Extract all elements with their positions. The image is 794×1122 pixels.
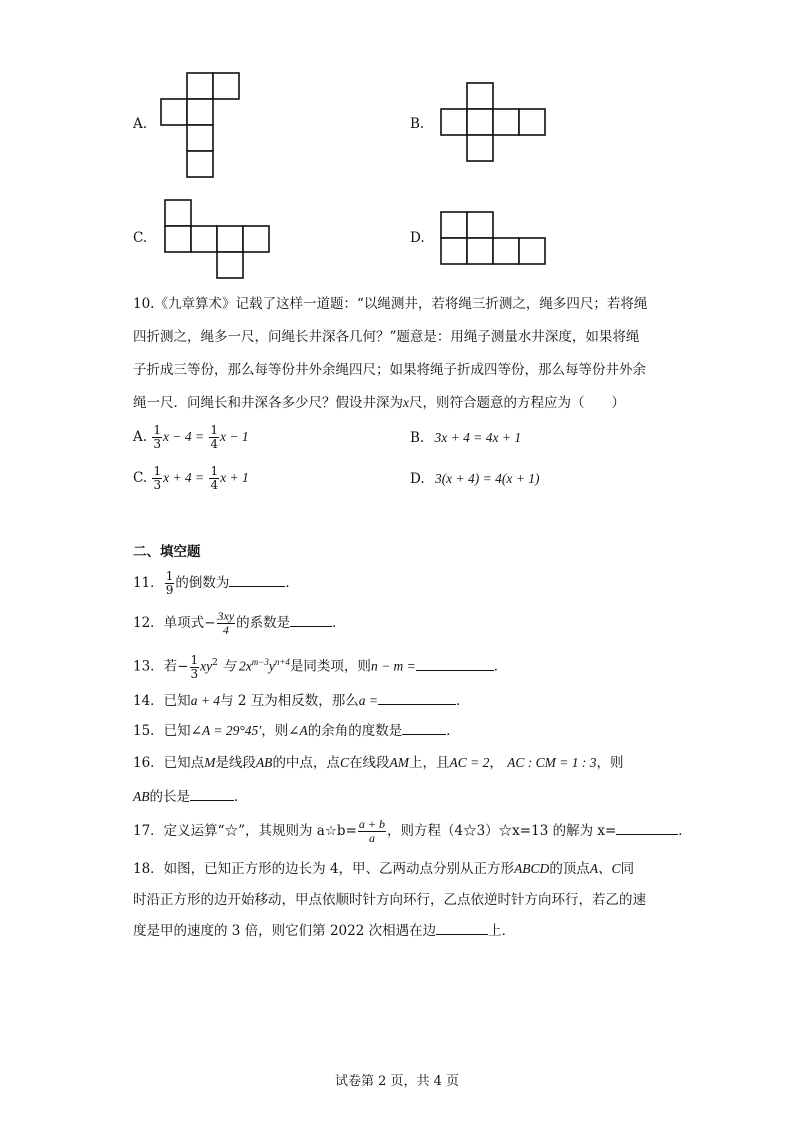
- q17-frac-d: a: [368, 831, 375, 845]
- q13-expr: n − m =: [370, 658, 416, 674]
- q13: [133, 652, 507, 681]
- q13-term2-exp: m−3: [251, 657, 269, 667]
- q16-text-a: 16．已知点: [133, 755, 205, 771]
- q13-end: ．: [493, 658, 508, 675]
- q10-option-a-letter: A.: [133, 429, 148, 445]
- q17-end: ．: [678, 823, 692, 839]
- q14-pre: 14．已知: [133, 693, 191, 709]
- fraction-one-quarter: $\frac{1}{4}$: [210, 464, 219, 492]
- fraction-one-third: $\frac{1}{3}$: [153, 423, 161, 451]
- q18-line1: [133, 859, 634, 879]
- q14-end: ．: [455, 693, 470, 709]
- q18-vertices: A、C: [589, 861, 621, 876]
- q16-text-b: 是线段: [215, 755, 256, 771]
- option-c-label: C.: [133, 230, 148, 246]
- q10-option-d: [410, 469, 539, 489]
- option-b-label: B.: [410, 116, 425, 132]
- q10-option-a-right: x − 1: [220, 429, 249, 444]
- q13-term1: xy: [200, 658, 213, 674]
- q10-option-a-left: x − 4 =: [162, 429, 205, 444]
- q10-option-b-letter: B.: [410, 430, 425, 446]
- q13-frac-d: 3: [190, 666, 199, 681]
- q13-term1-exp: 2: [212, 658, 218, 668]
- fraction-one-third: $\frac{1}{3}$: [153, 464, 162, 492]
- q12-text: 的系数是: [236, 615, 291, 631]
- q18-line2: 时沿正方形的边开始移动，甲点依顺时针方向环行，乙点依逆时针方向环行，若乙的速: [133, 892, 646, 908]
- net-figure-b: [438, 81, 550, 164]
- q18-text-e: 上．: [488, 923, 516, 939]
- q16-text-f: ，则: [596, 755, 624, 771]
- section-title: 二、填空题: [133, 544, 201, 560]
- q16-ac: AC = 2: [449, 755, 490, 770]
- q11-text: 的倒数为: [175, 575, 230, 591]
- q14: [133, 690, 469, 711]
- q15: [133, 720, 460, 741]
- q15-post: 的余角的度数是: [307, 723, 403, 739]
- q12-fraction: [217, 610, 236, 637]
- q13-fraction: [190, 654, 200, 681]
- q12-sign: −: [204, 615, 216, 631]
- net-figure-a: [158, 71, 243, 179]
- q15-answer-blank[interactable]: [402, 720, 446, 735]
- q13-term3: y: [268, 658, 275, 674]
- q16-answer-blank[interactable]: [190, 786, 234, 801]
- q12-frac-n: 3xy: [217, 609, 235, 623]
- q10-line3: 子折成三等份，那么每等份井外余绳四尺；如果将绳子折成四等份，那么每等份井外余: [133, 362, 646, 378]
- q10-option-c-right: x + 1: [220, 470, 249, 485]
- q16-ab: AB: [133, 789, 150, 804]
- q12-frac-d: 4: [222, 623, 229, 637]
- q14-answer-blank[interactable]: [378, 690, 456, 705]
- q12-answer-blank[interactable]: [290, 612, 332, 627]
- q10-option-d-expr: 3(x + 4) = 4(x + 1): [434, 471, 540, 486]
- q13-num: 13．若: [133, 658, 178, 675]
- q16-text-d: 在线段: [348, 755, 390, 771]
- q16-line2: [133, 786, 248, 807]
- q11-frac-n: 1: [165, 569, 174, 583]
- q15-pre: 15．已知: [133, 723, 191, 739]
- q10-option-d-letter: D.: [410, 471, 425, 487]
- q16-end: ．: [234, 789, 248, 805]
- q13-term2: 与 2x: [222, 658, 252, 674]
- q14-mid: 与 2 互为相反数，那么: [220, 693, 359, 709]
- q12-num: 12．单项式: [133, 615, 205, 631]
- q10-line1: 10.《九章算术》记载了这样一道题：“以绳测井，若将绳三折测之，绳多四尺；若将绳: [133, 296, 648, 312]
- q10-line4-a: 绳一尺．问绳长和井深各多少尺？假设井深为: [133, 395, 403, 411]
- q11-num: 11．: [133, 575, 164, 591]
- q10-option-b: [410, 428, 521, 448]
- q16-point-c: C: [339, 755, 349, 770]
- q15-mid: ，则: [261, 723, 289, 739]
- q13-sign: −: [177, 658, 189, 675]
- net-figure-d: [438, 210, 550, 268]
- q10-option-c-letter: C.: [133, 470, 148, 486]
- q16-line1: 16．已知点M是线段AB的中点，点C在线段AM上，且AC = 2， AC : CM = 1 : 3，则: [133, 755, 624, 771]
- q18-text-c: 同: [620, 861, 635, 877]
- q16-text-c: 的中点，点: [272, 755, 340, 771]
- q14-expr: a + 4: [190, 693, 221, 708]
- q13-text: 是同类项，则: [289, 658, 371, 675]
- q15-expr: ∠A = 29°45′: [190, 723, 262, 738]
- q18-text-d: 度是甲的速度的 3 倍，则它们第 2022 次相遇在边: [133, 923, 437, 939]
- q16-text-e: 上，且: [408, 755, 450, 771]
- net-figure-c: [162, 198, 274, 281]
- q16-ratio: AC : CM = 1 : 3: [507, 755, 597, 770]
- q18-line3: [133, 920, 515, 941]
- q12: 12．单项式− $\frac{3xy}{4}$ 的系数是 ．: [133, 609, 346, 637]
- q17: [133, 818, 692, 845]
- q17-fraction: [358, 818, 386, 845]
- q10-line4: [133, 393, 625, 413]
- q15-angle: ∠A: [288, 723, 308, 738]
- q15-end: ．: [446, 723, 460, 739]
- q17-answer-blank[interactable]: [616, 820, 678, 835]
- q10-option-a: [133, 424, 249, 451]
- q11-frac-d: 9: [165, 583, 174, 597]
- q11: 11． $\frac{1}{9}$ 的倒数为 ．: [133, 569, 299, 597]
- q10-option-b-expr: 3x + 4 = 4x + 1: [434, 430, 522, 445]
- q17-post: ，则方程（4☆3）☆x=13 的解为 x=: [387, 823, 617, 839]
- option-d-label: D.: [410, 230, 425, 246]
- q11-fraction: [165, 570, 175, 597]
- q10-option-c: [133, 465, 249, 492]
- q16-segment-ab: AB: [255, 755, 273, 770]
- q18-square: ABCD: [514, 861, 550, 876]
- q13-answer-blank[interactable]: [416, 656, 494, 671]
- option-a-label: A.: [133, 116, 148, 132]
- q13-term3-exp: n+4: [274, 657, 290, 667]
- fraction-one-quarter: $\frac{1}{4}$: [210, 423, 219, 451]
- q18-text-b: 的顶点: [549, 861, 590, 877]
- q17-pre: 17．定义运算“☆”，其规则为 a☆b=: [133, 823, 357, 839]
- q10-option-c-left: x + 4 =: [163, 470, 205, 485]
- page-footer: 试卷第 2 页，共 4 页: [334, 1074, 460, 1089]
- q13-frac-n: 1: [190, 652, 199, 667]
- q10-line2: 四折测之，绳多一尺，问绳长井深各几何？”题意是：用绳子测量水井深度，如果将绳: [133, 329, 640, 345]
- q18-answer-blank[interactable]: [436, 920, 488, 935]
- q11-answer-blank[interactable]: [229, 572, 285, 587]
- q18-text-a: 18．如图，已知正方形的边长为 4，甲、乙两动点分别从正方形: [133, 861, 515, 877]
- q16-point-m: M: [204, 755, 216, 770]
- q16-segment-am: AM: [389, 755, 409, 770]
- q10-line4-b: 尺，则符合题意的方程应为（ ）: [409, 395, 625, 411]
- q10-var-x: x: [403, 395, 409, 410]
- q16-line2-text: 的长是: [149, 789, 190, 805]
- q17-frac-n: a + b: [358, 817, 385, 831]
- q14-ans: a =: [358, 693, 378, 708]
